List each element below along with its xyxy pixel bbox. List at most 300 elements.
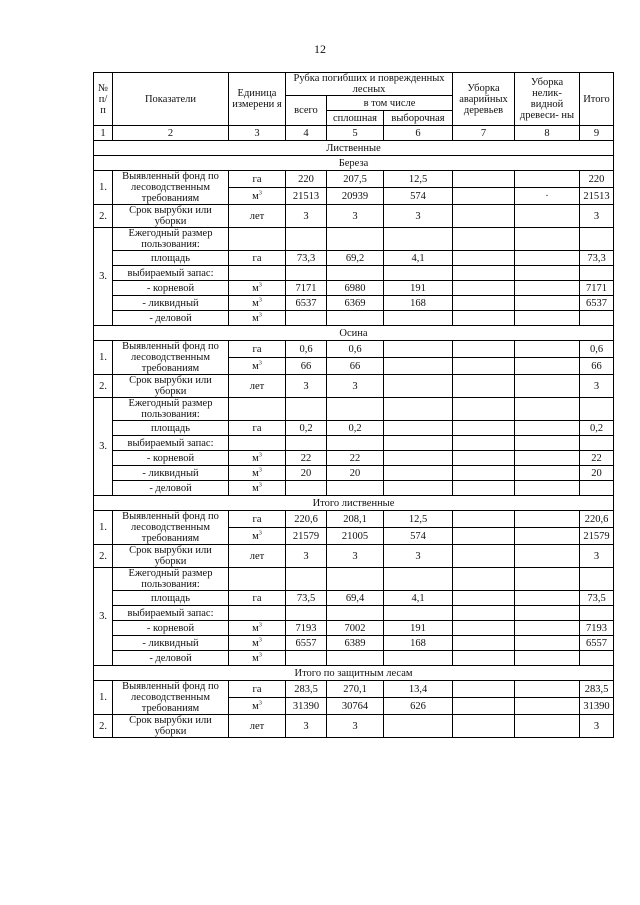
unit-exponent: 3: [258, 700, 262, 706]
value-cell: [286, 481, 327, 496]
value-cell: 0,6: [327, 341, 384, 358]
empty-cell: [580, 228, 614, 251]
value-cell: 21005: [327, 528, 384, 545]
liquid-row: [94, 296, 614, 311]
stock-row: [94, 266, 614, 281]
value-cell: 3: [327, 545, 384, 568]
label-term: Срок вырубки или уборки: [113, 715, 229, 738]
unit-m: м: [252, 282, 259, 294]
unit-m3: [229, 311, 286, 326]
empty-cell: [384, 436, 453, 451]
label-term: Срок вырубки или уборки: [113, 375, 229, 398]
value-cell: 3: [286, 205, 327, 228]
unit-m3: [229, 698, 286, 715]
value-cell: [515, 421, 580, 436]
forest-use-table: [93, 72, 614, 738]
empty-cell: [286, 568, 327, 591]
header-selective: выборочная: [384, 111, 453, 126]
value-cell: [515, 636, 580, 651]
header-itogo: Итого: [580, 73, 614, 126]
value-cell: [453, 451, 515, 466]
label-area: площадь: [113, 251, 229, 266]
row-number: 2.: [94, 715, 113, 738]
value-cell: [384, 358, 453, 375]
value-cell: 7171: [580, 281, 614, 296]
annual-row: [94, 228, 614, 251]
value-cell: 0,6: [580, 341, 614, 358]
unit-m: м: [252, 297, 259, 309]
unit-m3: [229, 358, 286, 375]
value-cell: [453, 251, 515, 266]
group-row: [94, 141, 614, 156]
empty-cell: [580, 606, 614, 621]
section-title: Итого лиственные: [94, 496, 614, 511]
value-cell: [515, 698, 580, 715]
empty-cell: [453, 228, 515, 251]
value-cell: [453, 171, 515, 188]
section-title: Осина: [94, 326, 614, 341]
value-cell: 6980: [327, 281, 384, 296]
empty-cell: [515, 266, 580, 281]
empty-cell: [229, 398, 286, 421]
fund-row-ha: [94, 171, 614, 188]
column-number: 5: [327, 126, 384, 141]
unit-years: лет: [229, 205, 286, 228]
value-cell: [453, 296, 515, 311]
value-cell: ·: [515, 188, 580, 205]
label-stock: выбираемый запас:: [113, 606, 229, 621]
column-number: 6: [384, 126, 453, 141]
value-cell: [453, 636, 515, 651]
value-cell: [515, 681, 580, 698]
unit-exponent: 3: [258, 652, 262, 658]
value-cell: [453, 311, 515, 326]
value-cell: 3: [384, 205, 453, 228]
empty-cell: [327, 266, 384, 281]
empty-cell: [580, 266, 614, 281]
unit-m: м: [252, 467, 259, 479]
unit-years: лет: [229, 715, 286, 738]
unit-m: м: [252, 652, 259, 664]
unit-m3: [229, 636, 286, 651]
value-cell: [327, 651, 384, 666]
header-clear: сплошная: [327, 111, 384, 126]
unit-ha: га: [229, 511, 286, 528]
value-cell: 13,4: [384, 681, 453, 698]
value-cell: [453, 341, 515, 358]
value-cell: [580, 651, 614, 666]
label-term: Срок вырубки или уборки: [113, 545, 229, 568]
area-row: [94, 251, 614, 266]
value-cell: [515, 621, 580, 636]
value-cell: 22: [327, 451, 384, 466]
value-cell: 4,1: [384, 591, 453, 606]
value-cell: 0,2: [580, 421, 614, 436]
label-area: площадь: [113, 421, 229, 436]
value-cell: [515, 528, 580, 545]
value-cell: [580, 481, 614, 496]
value-cell: 7171: [286, 281, 327, 296]
value-cell: 12,5: [384, 171, 453, 188]
section-title-row: [94, 496, 614, 511]
value-cell: [453, 511, 515, 528]
empty-cell: [515, 398, 580, 421]
unit-m3: [229, 528, 286, 545]
value-cell: [453, 715, 515, 738]
value-cell: 191: [384, 281, 453, 296]
unit-m: м: [252, 637, 259, 649]
unit-exponent: 3: [258, 297, 262, 303]
section-title: Итого по защитным лесам: [94, 666, 614, 681]
value-cell: 21513: [286, 188, 327, 205]
value-cell: 73,5: [580, 591, 614, 606]
value-cell: [515, 451, 580, 466]
value-cell: 168: [384, 296, 453, 311]
value-cell: [286, 651, 327, 666]
business-row: [94, 481, 614, 496]
value-cell: [384, 421, 453, 436]
value-cell: [453, 466, 515, 481]
page-number: 12: [314, 42, 326, 56]
unit-m: м: [252, 622, 259, 634]
column-number: 3: [229, 126, 286, 141]
row-number: 3.: [94, 228, 113, 326]
value-cell: [515, 511, 580, 528]
value-cell: [384, 341, 453, 358]
unit-m: м: [252, 530, 259, 542]
value-cell: 207,5: [327, 171, 384, 188]
empty-cell: [327, 606, 384, 621]
value-cell: [515, 375, 580, 398]
value-cell: 220,6: [580, 511, 614, 528]
value-cell: [515, 296, 580, 311]
root-row: [94, 621, 614, 636]
value-cell: [453, 205, 515, 228]
value-cell: [453, 358, 515, 375]
value-cell: 31390: [580, 698, 614, 715]
header-emergency: Уборка аварийных деревьев: [453, 73, 515, 126]
value-cell: 6369: [327, 296, 384, 311]
row-number: 1.: [94, 341, 113, 375]
unit-ha: га: [229, 251, 286, 266]
term-row: [94, 375, 614, 398]
fund-row-ha: [94, 511, 614, 528]
value-cell: 6537: [580, 296, 614, 311]
label-business: - деловой: [113, 481, 229, 496]
fund-row-ha: [94, 341, 614, 358]
value-cell: [384, 451, 453, 466]
unit-years: лет: [229, 545, 286, 568]
value-cell: 73,3: [580, 251, 614, 266]
root-row: [94, 281, 614, 296]
value-cell: [453, 375, 515, 398]
unit-ha: га: [229, 421, 286, 436]
stock-row: [94, 436, 614, 451]
section-title-row: [94, 326, 614, 341]
value-cell: 574: [384, 528, 453, 545]
value-cell: [515, 715, 580, 738]
value-cell: 21579: [580, 528, 614, 545]
value-cell: [327, 311, 384, 326]
unit-m: м: [252, 312, 259, 324]
label-annual: Ежегодный размер пользования:: [113, 398, 229, 421]
empty-cell: [286, 606, 327, 621]
value-cell: 69,4: [327, 591, 384, 606]
value-cell: 22: [580, 451, 614, 466]
value-cell: 66: [327, 358, 384, 375]
area-row: [94, 421, 614, 436]
value-cell: 7193: [580, 621, 614, 636]
value-cell: [515, 205, 580, 228]
value-cell: 168: [384, 636, 453, 651]
empty-cell: [229, 436, 286, 451]
column-number: 1: [94, 126, 113, 141]
row-number: 1.: [94, 171, 113, 205]
empty-cell: [229, 266, 286, 281]
row-number: 3.: [94, 568, 113, 666]
empty-cell: [327, 398, 384, 421]
header-row-1: [94, 73, 614, 96]
empty-cell: [286, 436, 327, 451]
empty-cell: [384, 398, 453, 421]
unit-m3: [229, 281, 286, 296]
value-cell: 22: [286, 451, 327, 466]
empty-cell: [384, 228, 453, 251]
value-cell: [515, 311, 580, 326]
unit-m: м: [252, 190, 259, 202]
value-cell: [515, 466, 580, 481]
label-fund: Выявленный фонд по лесоводственным требованиям: [113, 681, 229, 715]
unit-exponent: 3: [258, 530, 262, 536]
row-number: 2.: [94, 205, 113, 228]
value-cell: 3: [580, 375, 614, 398]
empty-cell: [515, 436, 580, 451]
label-liquid: - ликвидный: [113, 636, 229, 651]
empty-cell: [515, 568, 580, 591]
column-numbers-row: [94, 126, 614, 141]
value-cell: 220,6: [286, 511, 327, 528]
value-cell: [515, 591, 580, 606]
label-fund: Выявленный фонд по лесоводственным требованиям: [113, 341, 229, 375]
value-cell: 66: [580, 358, 614, 375]
row-number: 1.: [94, 511, 113, 545]
header-illiquid: Уборка нелик- видной древеси- ны: [515, 73, 580, 126]
value-cell: 3: [286, 375, 327, 398]
header-in-that: в том числе: [327, 96, 453, 111]
empty-cell: [286, 398, 327, 421]
term-row: [94, 545, 614, 568]
value-cell: 66: [286, 358, 327, 375]
label-annual: Ежегодный размер пользования:: [113, 228, 229, 251]
label-root: - корневой: [113, 451, 229, 466]
label-liquid: - ликвидный: [113, 296, 229, 311]
value-cell: [384, 651, 453, 666]
label-term: Срок вырубки или уборки: [113, 205, 229, 228]
empty-cell: [229, 606, 286, 621]
empty-cell: [453, 266, 515, 281]
empty-cell: [229, 228, 286, 251]
value-cell: 626: [384, 698, 453, 715]
unit-years: лет: [229, 375, 286, 398]
unit-exponent: 3: [258, 282, 262, 288]
unit-m3: [229, 296, 286, 311]
row-number: 1.: [94, 681, 113, 715]
business-row: [94, 651, 614, 666]
section-title-row: [94, 156, 614, 171]
value-cell: 283,5: [580, 681, 614, 698]
unit-m3: [229, 651, 286, 666]
empty-cell: [515, 228, 580, 251]
empty-cell: [453, 398, 515, 421]
label-business: - деловой: [113, 651, 229, 666]
unit-ha: га: [229, 591, 286, 606]
unit-m3: [229, 466, 286, 481]
value-cell: 0,6: [286, 341, 327, 358]
unit-ha: га: [229, 341, 286, 358]
section-title-row: [94, 666, 614, 681]
value-cell: 283,5: [286, 681, 327, 698]
liquid-row: [94, 636, 614, 651]
term-row: [94, 205, 614, 228]
business-row: [94, 311, 614, 326]
value-cell: 220: [286, 171, 327, 188]
value-cell: [286, 311, 327, 326]
stock-row: [94, 606, 614, 621]
value-cell: 191: [384, 621, 453, 636]
value-cell: 6537: [286, 296, 327, 311]
value-cell: [515, 281, 580, 296]
value-cell: 4,1: [384, 251, 453, 266]
value-cell: [453, 188, 515, 205]
empty-cell: [453, 568, 515, 591]
value-cell: 3: [327, 375, 384, 398]
empty-cell: [327, 228, 384, 251]
label-fund: Выявленный фонд по лесоводственным требованиям: [113, 171, 229, 205]
value-cell: 0,2: [286, 421, 327, 436]
value-cell: 3: [327, 715, 384, 738]
label-fund: Выявленный фонд по лесоводственным требованиям: [113, 511, 229, 545]
row-number: 3.: [94, 398, 113, 496]
unit-exponent: 3: [258, 637, 262, 643]
value-cell: 208,1: [327, 511, 384, 528]
annual-row: [94, 398, 614, 421]
unit-ha: га: [229, 681, 286, 698]
value-cell: [515, 545, 580, 568]
value-cell: 270,1: [327, 681, 384, 698]
value-cell: 73,3: [286, 251, 327, 266]
value-cell: 3: [327, 205, 384, 228]
empty-cell: [580, 398, 614, 421]
value-cell: [515, 358, 580, 375]
annual-row: [94, 568, 614, 591]
empty-cell: [515, 606, 580, 621]
label-area: площадь: [113, 591, 229, 606]
column-number: 7: [453, 126, 515, 141]
label-root: - корневой: [113, 281, 229, 296]
value-cell: 220: [580, 171, 614, 188]
empty-cell: [327, 436, 384, 451]
value-cell: 3: [286, 715, 327, 738]
value-cell: [453, 681, 515, 698]
value-cell: 3: [580, 715, 614, 738]
value-cell: 6389: [327, 636, 384, 651]
value-cell: [384, 715, 453, 738]
value-cell: 6557: [580, 636, 614, 651]
root-row: [94, 451, 614, 466]
header-total: всего: [286, 96, 327, 126]
value-cell: 20939: [327, 188, 384, 205]
empty-cell: [384, 606, 453, 621]
value-cell: 3: [286, 545, 327, 568]
value-cell: 73,5: [286, 591, 327, 606]
value-cell: 6557: [286, 636, 327, 651]
empty-cell: [580, 568, 614, 591]
group-title: Лиственные: [94, 141, 614, 156]
unit-exponent: 3: [258, 467, 262, 473]
fund-row-ha: [94, 681, 614, 698]
row-number: 2.: [94, 545, 113, 568]
value-cell: 20: [580, 466, 614, 481]
value-cell: 7193: [286, 621, 327, 636]
value-cell: 12,5: [384, 511, 453, 528]
label-annual: Ежегодный размер пользования:: [113, 568, 229, 591]
value-cell: 69,2: [327, 251, 384, 266]
value-cell: [453, 651, 515, 666]
label-business: - деловой: [113, 311, 229, 326]
value-cell: 21513: [580, 188, 614, 205]
unit-m: м: [252, 452, 259, 464]
value-cell: [453, 481, 515, 496]
value-cell: 3: [580, 205, 614, 228]
value-cell: 3: [384, 545, 453, 568]
value-cell: 30764: [327, 698, 384, 715]
column-number: 4: [286, 126, 327, 141]
empty-cell: [229, 568, 286, 591]
value-cell: 0,2: [327, 421, 384, 436]
column-number: 2: [113, 126, 229, 141]
label-root: - корневой: [113, 621, 229, 636]
row-number: 2.: [94, 375, 113, 398]
value-cell: 3: [580, 545, 614, 568]
label-stock: выбираемый запас:: [113, 436, 229, 451]
unit-m: м: [252, 482, 259, 494]
value-cell: [453, 698, 515, 715]
value-cell: [580, 311, 614, 326]
empty-cell: [453, 606, 515, 621]
value-cell: [453, 621, 515, 636]
table-body: [94, 73, 614, 738]
empty-cell: [327, 568, 384, 591]
empty-cell: [384, 568, 453, 591]
unit-m: м: [252, 700, 259, 712]
value-cell: [515, 651, 580, 666]
value-cell: [453, 528, 515, 545]
value-cell: 574: [384, 188, 453, 205]
label-stock: выбираемый запас:: [113, 266, 229, 281]
term-row: [94, 715, 614, 738]
unit-exponent: 3: [258, 482, 262, 488]
value-cell: [515, 481, 580, 496]
value-cell: 31390: [286, 698, 327, 715]
empty-cell: [384, 266, 453, 281]
unit-ha: га: [229, 171, 286, 188]
value-cell: [515, 251, 580, 266]
label-liquid: - ликвидный: [113, 466, 229, 481]
value-cell: [384, 311, 453, 326]
value-cell: [453, 545, 515, 568]
value-cell: 20: [286, 466, 327, 481]
unit-exponent: 3: [258, 360, 262, 366]
